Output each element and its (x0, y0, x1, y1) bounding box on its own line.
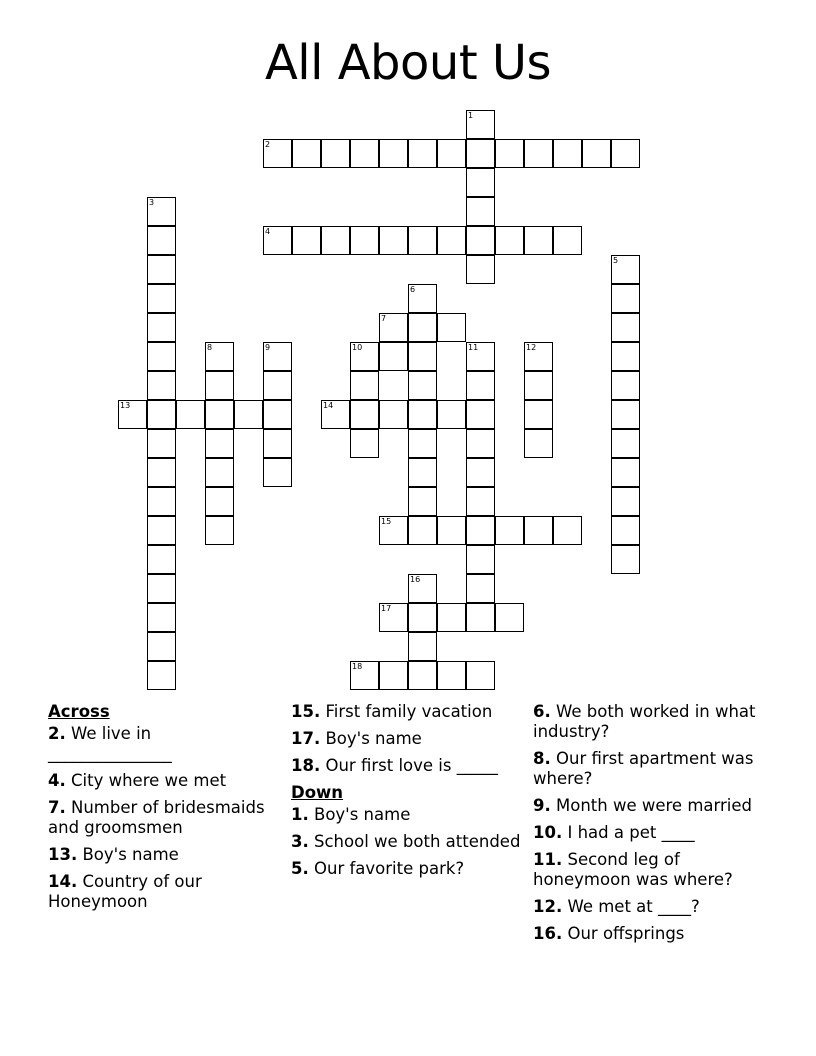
grid-cell (495, 603, 524, 632)
grid-cell (147, 226, 176, 255)
clue-number: 17 (381, 604, 392, 613)
clue-number: 12 (526, 343, 537, 352)
clue-number: 2 (265, 140, 271, 149)
grid-cell (408, 313, 437, 342)
grid-cell (147, 400, 176, 429)
clue-number: 3 (149, 198, 155, 207)
grid-cell (466, 400, 495, 429)
clue-across-7: 7. Number of bridesmaids and groomsmen (48, 798, 265, 837)
clue-down-10: 10. I had a pet ____ (533, 823, 695, 842)
grid-cell (147, 197, 176, 226)
grid-cell (147, 487, 176, 516)
grid-cell (321, 139, 350, 168)
grid-cell (524, 371, 553, 400)
clue-number: 1 (468, 111, 474, 120)
grid-cell (379, 603, 408, 632)
clue-number: 5 (613, 256, 619, 265)
grid-cell (379, 516, 408, 545)
grid-cell (524, 226, 553, 255)
clue-across-14: 14. Country of our Honeymoon (48, 872, 202, 911)
grid-cell (205, 487, 234, 516)
grid-cell (611, 313, 640, 342)
clue-down-8: 8. Our first apartment was where? (533, 749, 754, 788)
grid-cell (408, 574, 437, 603)
grid-cell (205, 429, 234, 458)
grid-cell (350, 226, 379, 255)
grid-cell (379, 661, 408, 690)
clue-down-16: 16. Our offsprings (533, 924, 685, 943)
grid-cell (147, 255, 176, 284)
clue-number: 4 (265, 227, 271, 236)
grid-cell (408, 400, 437, 429)
grid-cell (524, 400, 553, 429)
grid-cell (147, 284, 176, 313)
grid-cell (408, 284, 437, 313)
grid-cell (205, 371, 234, 400)
grid-cell (408, 516, 437, 545)
grid-cell (466, 168, 495, 197)
grid-cell (147, 632, 176, 661)
grid-cell (524, 516, 553, 545)
grid-cell (553, 226, 582, 255)
grid-cell (582, 139, 611, 168)
grid-cell (611, 284, 640, 313)
grid-cell (408, 429, 437, 458)
grid-cell (553, 516, 582, 545)
grid-cell (147, 603, 176, 632)
grid-cell (611, 516, 640, 545)
grid-cell (147, 458, 176, 487)
clue-down-1: 1. Boy's name (291, 805, 411, 824)
grid-cell (408, 371, 437, 400)
clue-down-11: 11. Second leg of honeymoon was where? (533, 850, 733, 889)
grid-cell (408, 632, 437, 661)
grid-cell (292, 139, 321, 168)
grid-cell (205, 516, 234, 545)
grid-cell (350, 400, 379, 429)
grid-cell (321, 400, 350, 429)
grid-cell (147, 371, 176, 400)
grid-cell (437, 661, 466, 690)
grid-cell (466, 342, 495, 371)
clue-number: 9 (265, 343, 271, 352)
grid-cell (611, 487, 640, 516)
grid-cell (524, 139, 553, 168)
grid-cell (466, 226, 495, 255)
down-heading: Down (291, 783, 344, 802)
grid-cell (263, 139, 292, 168)
grid-cell (466, 574, 495, 603)
clue-number: 8 (207, 343, 213, 352)
clue-number: 11 (468, 343, 479, 352)
grid-cell (495, 226, 524, 255)
clue-number: 10 (352, 343, 363, 352)
clue-down-5: 5. Our favorite park? (291, 859, 465, 878)
clue-column-2 (291, 702, 523, 886)
grid-cell (147, 429, 176, 458)
grid-cell (466, 487, 495, 516)
grid-cell (611, 400, 640, 429)
grid-cell (611, 371, 640, 400)
clue-across-18: 18. Our first love is _____ (291, 756, 498, 775)
clue-down-6: 6. We both worked in what industry? (533, 702, 756, 741)
grid-cell (263, 342, 292, 371)
grid-cell (466, 429, 495, 458)
grid-cell (437, 139, 466, 168)
grid-cell (379, 313, 408, 342)
clue-across-2: 2. We live in _______________ (48, 724, 172, 763)
grid-cell (379, 342, 408, 371)
grid-cell (350, 371, 379, 400)
clue-across-13: 13. Boy's name (48, 845, 179, 864)
grid-cell (147, 574, 176, 603)
grid-cell (466, 458, 495, 487)
grid-cell (118, 400, 147, 429)
grid-cell (408, 487, 437, 516)
clue-number: 18 (352, 662, 363, 671)
grid-cell (205, 400, 234, 429)
grid-cell (553, 139, 582, 168)
clue-column-3 (533, 702, 773, 951)
grid-cell (379, 139, 408, 168)
grid-cell (292, 226, 321, 255)
grid-cell (524, 342, 553, 371)
clue-down-12: 12. We met at ____? (533, 897, 700, 916)
grid-cell (466, 661, 495, 690)
grid-cell (408, 661, 437, 690)
grid-cell (495, 139, 524, 168)
grid-cell (611, 458, 640, 487)
grid-cell (147, 661, 176, 690)
grid-cell (408, 458, 437, 487)
grid-cell (466, 110, 495, 139)
clue-across-15: 15. First family vacation (291, 702, 493, 721)
grid-cell (263, 458, 292, 487)
grid-cell (466, 197, 495, 226)
clue-down-9: 9. Month we were married (533, 796, 752, 815)
grid-cell (611, 255, 640, 284)
grid-cell (379, 400, 408, 429)
grid-cell (466, 255, 495, 284)
grid-cell (437, 516, 466, 545)
clue-number: 6 (410, 285, 416, 294)
grid-cell (408, 226, 437, 255)
grid-cell (408, 342, 437, 371)
grid-cell (437, 313, 466, 342)
grid-cell (321, 226, 350, 255)
grid-cell (466, 371, 495, 400)
clue-number: 7 (381, 314, 387, 323)
grid-cell (147, 545, 176, 574)
clue-down-3: 3. School we both attended (291, 832, 521, 851)
grid-cell (147, 313, 176, 342)
across-heading: Across (48, 702, 110, 721)
grid-cell (408, 139, 437, 168)
grid-cell (147, 342, 176, 371)
grid-cell (350, 139, 379, 168)
grid-cell (234, 400, 263, 429)
grid-cell (495, 516, 524, 545)
clue-number: 16 (410, 575, 421, 584)
grid-cell (611, 545, 640, 574)
grid-cell (350, 342, 379, 371)
clue-across-4: 4. City where we met (48, 771, 227, 790)
grid-cell (408, 603, 437, 632)
grid-cell (466, 516, 495, 545)
clue-column-1 (48, 702, 278, 919)
grid-cell (379, 226, 408, 255)
grid-cell (350, 661, 379, 690)
grid-cell (437, 400, 466, 429)
grid-cell (437, 603, 466, 632)
grid-cell (437, 226, 466, 255)
page-title: All About Us (264, 35, 552, 91)
grid-cell (466, 603, 495, 632)
grid-cell (611, 342, 640, 371)
grid-cell (350, 429, 379, 458)
grid-cell (147, 516, 176, 545)
grid-cell (263, 226, 292, 255)
grid-cell (263, 371, 292, 400)
grid-cell (611, 139, 640, 168)
clue-number: 13 (120, 401, 131, 410)
grid-cell (466, 139, 495, 168)
grid-cell (466, 545, 495, 574)
grid-cell (524, 429, 553, 458)
clue-number: 14 (323, 401, 334, 410)
grid-cell (263, 429, 292, 458)
grid-cell (205, 458, 234, 487)
grid-cell (611, 429, 640, 458)
grid-cell (176, 400, 205, 429)
clue-across-17: 17. Boy's name (291, 729, 422, 748)
clue-number: 15 (381, 517, 392, 526)
grid-cell (263, 400, 292, 429)
grid-cell (205, 342, 234, 371)
